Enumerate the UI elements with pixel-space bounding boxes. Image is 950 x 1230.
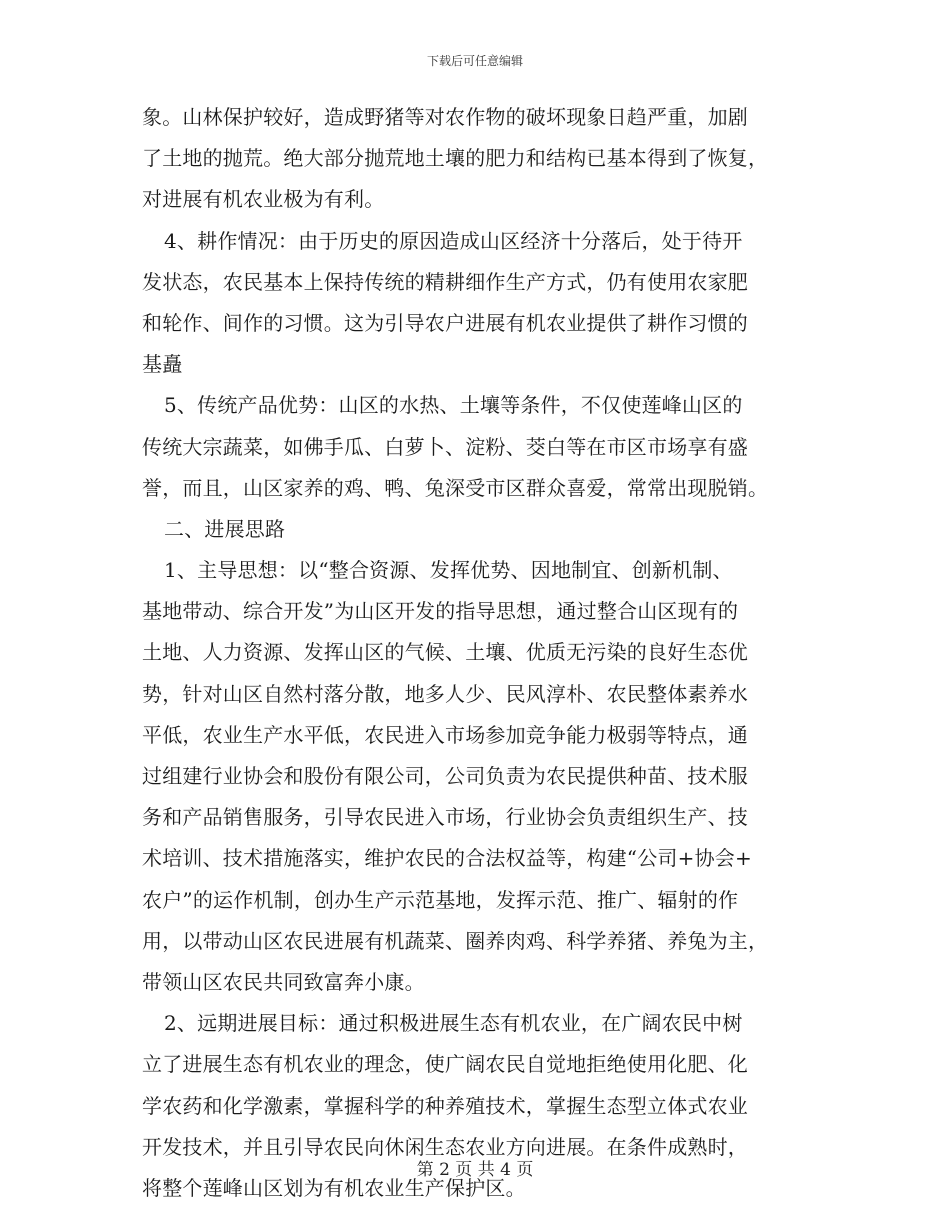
paragraph-start-line: 5、传统产品优势：山区的水热、土壤等条件，不仅使莲峰山区的 (164, 393, 743, 418)
text-line: 象。山林保护较好，造成野猪等对农作物的破坏现象日趋严重，加剧 (142, 105, 748, 129)
text-line: 对进展有机农业极为有利。 (142, 187, 385, 212)
text-line: 学农药和化学激素，掌握科学的种养殖技术，掌握生态型立体式农业 (142, 1093, 748, 1118)
text-line: 平低，农业生产水平低，农民进入市场参加竞争能力极弱等特点，通 (142, 722, 748, 747)
text-line: 基地带动、综合开发”为山区开发的指导思想，通过整合山区现有的 (142, 599, 739, 624)
text-line: 农户”的运作机制，创办生产示范基地，发挥示范、推广、辐射的作 (142, 887, 739, 912)
text-line: 和轮作、间作的习惯。这为引导农户进展有机农业提供了耕作习惯的 (142, 310, 748, 335)
paragraph-start-line: 4、耕作情况：由于历史的原因造成山区经济十分落后，处于待开 (164, 228, 743, 253)
text-line: 务和产品销售服务，引导农民进入市场，行业协会负责组织生产、技 (142, 805, 748, 830)
text-line: 发状态，农民基本上保持传统的精耕细作生产方式，仍有使用农家肥 (142, 269, 748, 294)
text-line: 术培训、技术措施落实，维护农民的合法权益等，构建“公司+协会+ (142, 846, 752, 871)
text-line: 了土地的抛荒。绝大部分抛荒地土壤的肥力和结构已基本得到了恢复， (142, 146, 769, 171)
section-heading: 二、进展思路 (164, 516, 286, 541)
text-line: 将整个莲峰山区划为有机农业生产保护区。 (142, 1175, 526, 1200)
text-line: 带领山区农民共同致富奔小康。 (142, 969, 425, 994)
page-header: 下载后可任意编辑 (426, 54, 523, 68)
text-line: 土地、人力资源、发挥山区的气候、土壤、优质无污染的良好生态优 (142, 640, 748, 665)
text-line: 用，以带动山区农民进展有机蔬菜、圈养肉鸡、科学养猪、养兔为主， (142, 928, 769, 953)
text-line: 传统大宗蔬菜，如佛手瓜、白萝卜、淀粉、茭白等在市区市场享有盛 (142, 434, 748, 459)
text-line: 开发技术，并且引导农民向休闲生态农业方向进展。在条件成熟时， (142, 1134, 748, 1159)
text-line: 过组建行业协会和股份有限公司，公司负责为农民提供种苗、技术服 (142, 764, 748, 788)
text-line: 基矗 (142, 352, 183, 377)
text-line: 立了进展生态有机农业的理念，使广阔农民自觉地拒绝使用化肥、化 (142, 1052, 748, 1077)
paragraph-start-line: 1、主导思想：以“整合资源、发挥优势、因地制宜、创新机制、 (164, 558, 733, 583)
paragraph-start-line: 2、远期进展目标：通过积极进展生态有机农业，在广阔农民中树 (164, 1011, 743, 1036)
page-number-footer: 第 2 页 共 4 页 (416, 1160, 534, 1180)
text-line: 誉，而且，山区家养的鸡、鸭、兔深受市区群众喜爱，常常出现脱销。 (142, 475, 769, 500)
text-line: 势，针对山区自然村落分散，地多人少、民风淳朴、农民整体素养水 (142, 681, 748, 706)
document-body (142, 97, 812, 1209)
